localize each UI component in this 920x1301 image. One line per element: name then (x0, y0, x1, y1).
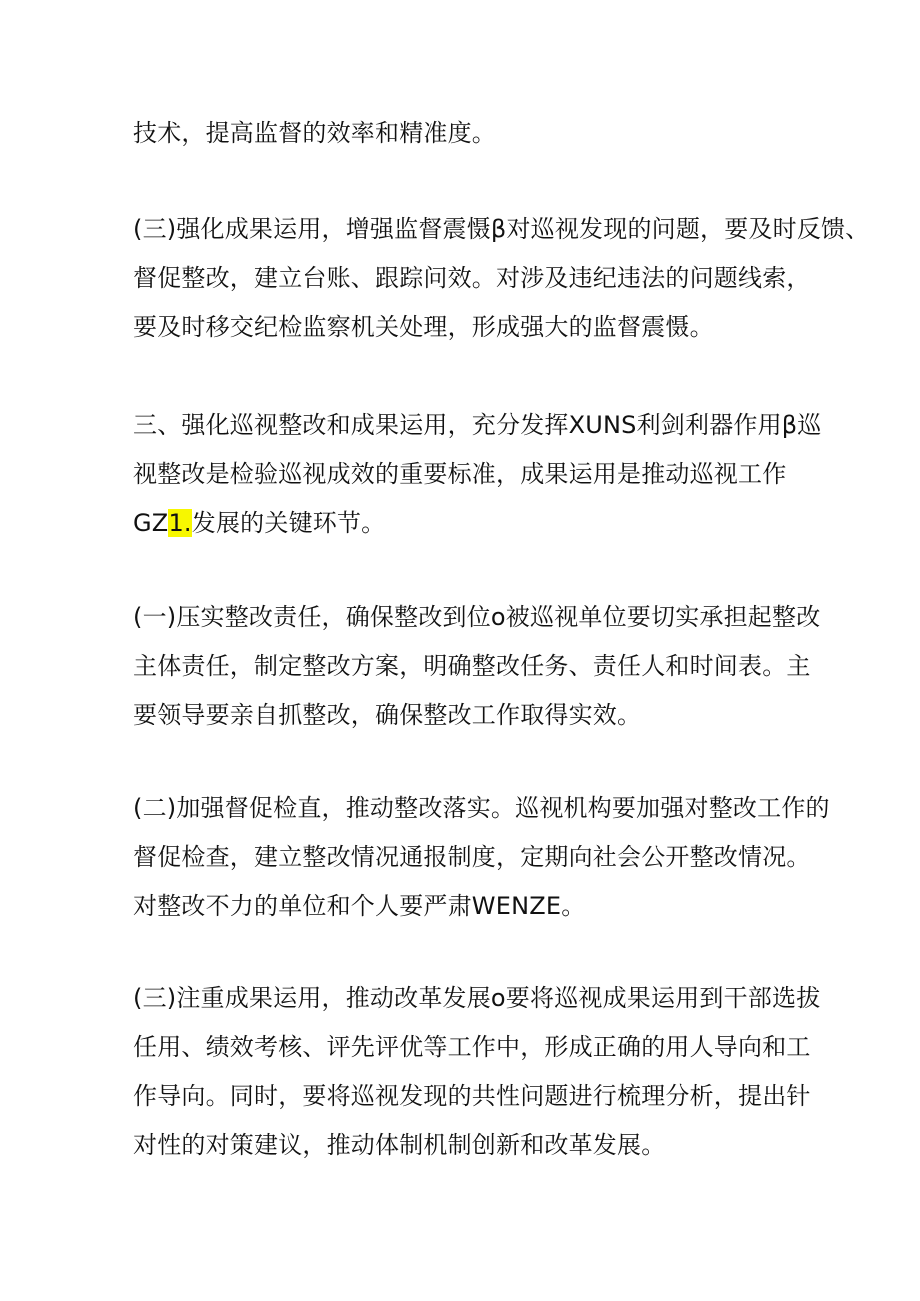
paragraph-line: (一)压实整改责任，确保整改到位o被巡视单位要切实承担起整改 (133, 603, 821, 631)
paragraph-line: 三、强化巡视整改和成果运用，充分发挥XUNS利剑利器作用β巡 (133, 411, 822, 439)
paragraph-4 (133, 593, 821, 740)
paragraph-line: 对整改不力的单位和个人要严肃WENZE。 (133, 892, 586, 920)
paragraph-line: 要领导要亲自抓整改，确保整改工作取得实效。 (133, 701, 642, 729)
paragraph-line: 要及时移交纪检监察机关处理，形成强大的监督震慑。 (133, 313, 714, 341)
paragraph-line: 视整改是检验巡视成效的重要标准，成果运用是推动巡视工作 (133, 460, 787, 488)
paragraph-line: (三)强化成果运用，增强监督震慑β对巡视发现的问题，要及时反馈、 (133, 215, 870, 243)
text-fragment: GZ (133, 509, 169, 537)
paragraph-line: 技术，提高监督的效率和精准度。 (133, 119, 496, 147)
highlighted-text: 1. (168, 509, 192, 537)
paragraph-2 (133, 205, 870, 352)
paragraph-1 (133, 109, 813, 158)
paragraph-line: 主体责任，制定整改方案，明确整改任务、责任人和时间表。主 (133, 652, 811, 680)
paragraph-line: (二)加强督促检直，推动整改落实。巡视机构要加强对整改工作的 (133, 794, 830, 822)
paragraph-line: 任用、绩效考核、评先评优等工作中，形成正确的用人导向和工 (133, 1033, 811, 1061)
paragraph-line (133, 499, 813, 548)
paragraph-5 (133, 784, 830, 931)
text-fragment: 发展的关键环节。 (191, 509, 386, 537)
paragraph-line: 督促检查，建立整改情况通报制度，定期向社会公开整改情况。 (133, 843, 811, 871)
paragraph-6 (133, 974, 821, 1170)
paragraph-line: (三)注重成果运用，推动改革发展o要将巡视成果运用到干部选拔 (133, 984, 821, 1012)
section-heading-paragraph (133, 401, 822, 548)
paragraph-line: 督促整改，建立台账、跟踪问效。对涉及违纪违法的问题线索， (133, 264, 811, 292)
paragraph-line: 对性的对策建议，推动体制机制创新和改革发展。 (133, 1131, 666, 1159)
paragraph-line: 作导向。同时，要将巡视发现的共性问题进行梳理分析，提出针 (133, 1082, 811, 1110)
